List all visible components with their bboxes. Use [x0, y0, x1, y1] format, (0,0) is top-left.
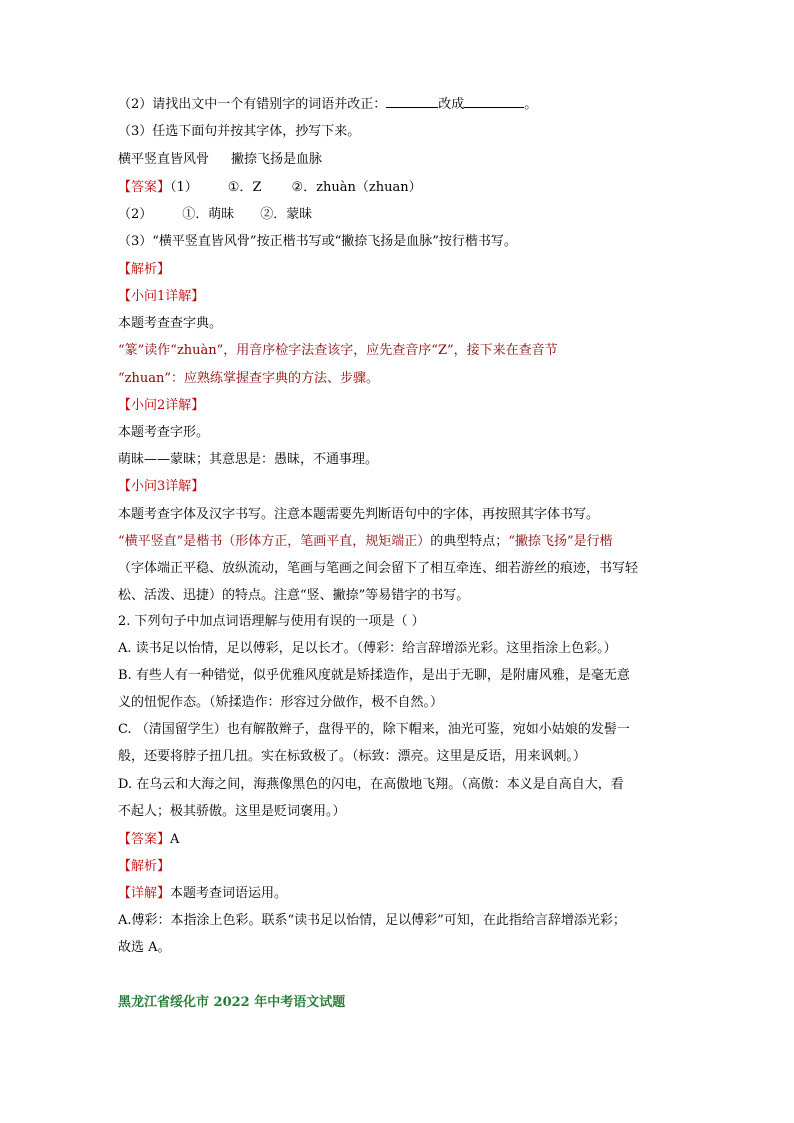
prompt-text-end: 。: [524, 97, 538, 112]
sub-question-2-text: 本题考查字形。: [118, 425, 210, 440]
calligraphy-lines: [118, 152, 322, 168]
question-2-part-3: （3）任选下面句并按其字体，抄写下来。: [118, 124, 361, 139]
question-2-part-2: [118, 96, 537, 113]
answer-row-2: [118, 207, 312, 223]
calligraphy-line-b: 撇捺飞扬是血脉: [231, 152, 323, 167]
answer-blank-1: [386, 96, 438, 108]
question-3-detail: [118, 886, 287, 902]
sub-question-1-text: 本题考查查字典。: [118, 316, 223, 331]
answer-value: A: [170, 832, 180, 847]
answer-2-a: ①．萌昧: [182, 207, 235, 222]
exam-title-footer: 黑龙江省绥化市 2022 年中考语文试题: [118, 995, 346, 1010]
prompt-text-mid: 改成: [438, 97, 465, 112]
question-3-option-b-cont: 义的忸怩作态。（矫揉造作：形容过分做作，极不自然。）: [118, 695, 444, 710]
question-3-answer: [118, 832, 179, 848]
question-3-option-a: A. 读书足以怡情，足以傅彩，足以长才。（傅彩：给言辞增添光彩。这里指涂上色彩。）: [118, 641, 617, 656]
answer-2-num: （2）: [118, 207, 153, 222]
question-3-option-c-cont: 般，还要将脖子扭几扭。实在标致极了。（标致：漂亮。这里是反语，用来讽刺。）: [118, 749, 587, 764]
answer-1-num: （1）: [170, 180, 198, 195]
question-3-option-d: D. 在乌云和大海之间，海燕像黑色的闪电，在高傲地飞翔。（高傲：本义是自高自大，看: [118, 777, 624, 792]
question-3-analysis-label: 【解析】: [118, 859, 171, 874]
sub-question-1-explanation-cont: “zhuan”：应熟练掌握查字典的方法、步骤。: [118, 371, 380, 386]
explanation-black: 的典型特点；: [430, 534, 509, 549]
detail-label: 【详解】: [118, 886, 171, 901]
sub-question-3-explanation: [118, 534, 613, 550]
explanation-red-2: “撇捺飞扬”是行楷: [508, 534, 613, 549]
question-3-option-c: C. （清国留学生）也有解散辫子，盘得平的，除下帽来，油光可鉴，宛如小姑娘的发髻一: [118, 722, 630, 737]
sub-question-3-explanation-end: 松、活泼、迅捷）的特点。注意“竖、撇捺”等易错字的书写。: [118, 588, 470, 603]
sub-question-2-label: 【小问2详解】: [118, 398, 205, 413]
answer-1-b: ②．zhuàn（zhuan）: [291, 180, 422, 195]
answer-label: 【答案】: [118, 832, 171, 847]
question-3-stem: 2. 下列句子中加点词语理解与使用有误的一项是（ ）: [118, 614, 425, 629]
prompt-text: （2）请找出文中一个有错别字的词语并改正：: [118, 97, 387, 112]
sub-question-1-explanation: “篆”读作“zhuàn”，用音序检字法查该字，应先查音序“Z”，接下来在查音节: [118, 343, 558, 358]
sub-question-2-explanation: 萌昧——蒙昧；其意思是：愚昧，不通事理。: [118, 452, 379, 467]
answer-2-b: ②．蒙昧: [260, 207, 313, 222]
answer-blank-2: [464, 96, 524, 108]
explanation-red: “横平竖直”是楷书（形体方正，笔画平直，规矩端正）: [118, 534, 431, 549]
question-3-option-d-cont: 不起人；极其骄傲。这里是贬词褒用。）: [118, 804, 346, 819]
question-3-explanation: A.傅彩：本指涂上色彩。联系“读书足以怡情，足以傅彩”可知，在此指给言辞增添光彩；: [118, 913, 626, 928]
question-3-explanation-end: 故选 A。: [118, 940, 171, 955]
answer-row-1: [118, 180, 422, 196]
answer-label: 【答案】: [118, 180, 171, 195]
answer-1-a: ①．Z: [227, 180, 262, 195]
question-3-option-b: B. 有些人有一种错觉，似乎优雅风度就是矫揉造作，是出于无聊，是附庸风雅，是毫无意: [118, 668, 630, 683]
analysis-label: 【解析】: [118, 262, 171, 277]
sub-question-3-explanation-cont: （字体端正平稳、放纵流动，笔画与笔画之间会留下了相互牵连、细若游丝的痕迹，书写轻: [118, 561, 639, 576]
sub-question-3-text: 本题考查字体及汉字书写。注意本题需要先判断语句中的字体，再按照其字体书写。: [118, 507, 600, 522]
answer-row-3: （3）“横平竖直皆风骨”按正楷书写或“撇捺飞扬是血脉”按行楷书写。: [118, 234, 517, 249]
detail-text: 本题考查词语运用。: [170, 886, 288, 901]
sub-question-1-label: 【小问1详解】: [118, 289, 205, 304]
sub-question-3-label: 【小问3详解】: [118, 479, 205, 494]
calligraphy-line-a: 横平竖直皆风骨: [118, 152, 210, 167]
